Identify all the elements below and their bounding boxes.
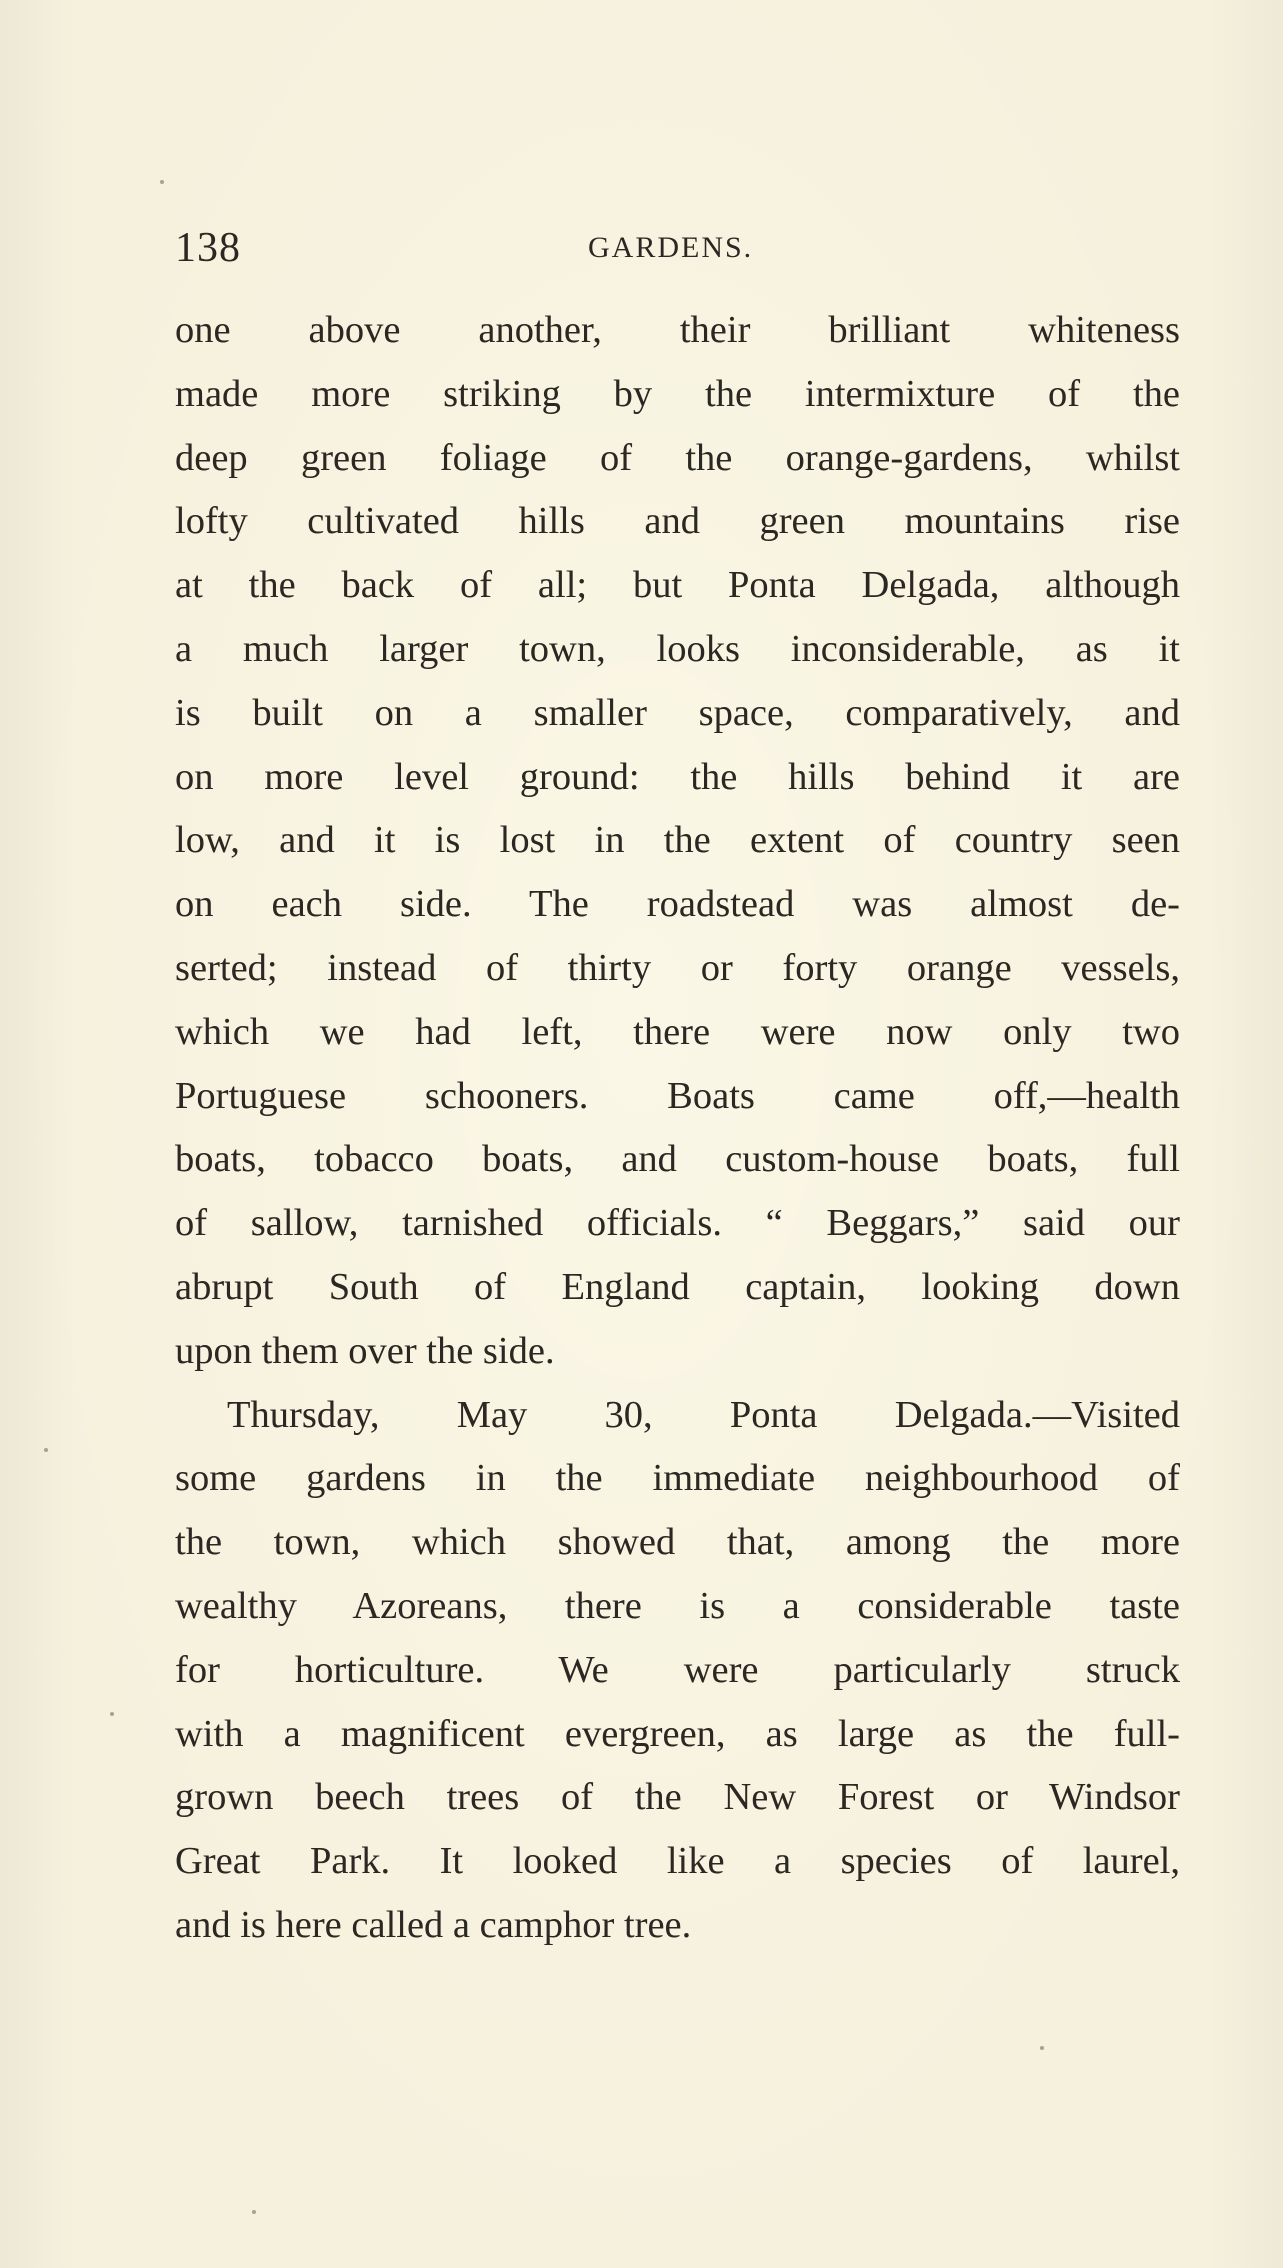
text-line: Great Park. It looked like a species of laurel,	[175, 1840, 1180, 1883]
text-line: one above another, their brilliant whiteness	[175, 309, 1180, 351]
text-line: with a magnificent evergreen, as large as the full-	[175, 1712, 1180, 1755]
text-line: wealthy Azoreans, there is a considerable taste	[175, 1584, 1180, 1627]
paragraph-end-line: upon them over the side.	[175, 1329, 555, 1372]
page-number: 138	[175, 225, 241, 271]
text-line: deep green foliage of the orange-gardens, whilst	[175, 436, 1180, 479]
text-line: on each side. The roadstead was almost de-	[175, 883, 1180, 926]
paper-speck	[44, 1448, 48, 1452]
text-line: the town, which showed that, among the more	[175, 1521, 1180, 1564]
running-title: GARDENS.	[588, 231, 754, 264]
text-line: of sallow, tarnished officials. “ Beggars,” said our	[175, 1202, 1180, 1245]
paper-speck	[160, 180, 164, 184]
running-head	[175, 218, 1175, 278]
text-line: low, and it is lost in the extent of country seen	[175, 819, 1180, 862]
text-line: lofty cultivated hills and green mountains rise	[175, 500, 1180, 543]
text-line: is built on a smaller space, comparatively, and	[175, 691, 1180, 734]
paper-speck	[110, 1712, 114, 1716]
paragraph-start-line: Thursday, May 30, Ponta Delgada.—Visited	[227, 1393, 1180, 1436]
text-line: at the back of all; but Ponta Delgada, although	[175, 564, 1180, 607]
text-line: Portuguese schooners. Boats came off,—health	[175, 1074, 1180, 1117]
text-line: which we had left, there were now only two	[175, 1010, 1180, 1053]
text-line: grown beech trees of the New Forest or Windsor	[175, 1776, 1180, 1819]
paper-speck	[1040, 2046, 1044, 2050]
text-line: on more level ground: the hills behind it are	[175, 755, 1180, 798]
paper-speck	[252, 2210, 256, 2214]
text-line: for horticulture. We were particularly struck	[175, 1648, 1180, 1691]
text-line: abrupt South of England captain, looking down	[175, 1265, 1180, 1308]
text-line: boats, tobacco boats, and custom-house boats, full	[175, 1138, 1180, 1181]
paragraph-end-line: and is here called a camphor tree.	[175, 1903, 692, 1946]
text-line: serted; instead of thirty or forty orange vessels,	[175, 946, 1180, 989]
body-text	[175, 299, 1180, 1958]
text-line: a much larger town, looks inconsiderable, as it	[175, 627, 1180, 670]
text-line: made more striking by the intermixture of the	[175, 372, 1180, 415]
text-line: some gardens in the immediate neighbourhood of	[175, 1457, 1180, 1500]
